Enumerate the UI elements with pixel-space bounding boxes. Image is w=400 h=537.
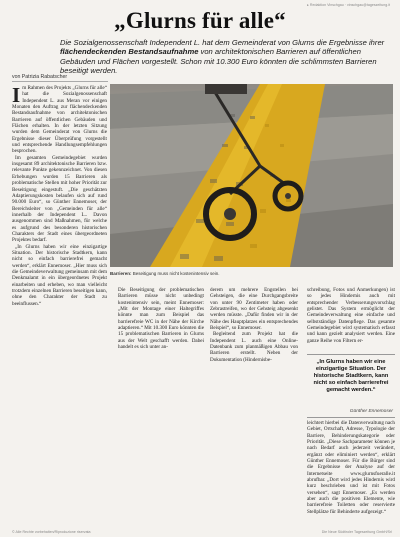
article-photo: [110, 84, 393, 267]
article-column-2: [118, 287, 204, 369]
article-column-4-lower: [307, 420, 395, 520]
lead-text-part2: von architektonischen Barrieren auf öffentlichen Gebäuden und Flächen vorgestellt. Schon mit 10.300 Euro könnten die schlimmsten Barrieren beseitigt werden.: [60, 47, 377, 76]
author-byline: von Patrizia Rabatscher: [12, 74, 68, 80]
article-column-1: [12, 85, 107, 451]
caption-text: Beseitigung muss nicht kostenintensiv sein.: [131, 271, 220, 276]
column1-paragraph-2: Im gesamten Gemeindegebiet wurden insgesamt 89 architektonische Barrieren bzw. relevante Punkte gekennzeichnet. Von diesen Erhebungen wurden 15 Barrieren als problematische Stellen mit hoher Priorität zur Beseitigung eingestuft. „Die geschätzten Adaptierungskosten belaufen sich auf rund 90.000 Euro“, so Günther Ennemoser, der Bereichsleiter von „Gemeinden für alle“ innerhalb der Independent L.. Davon ausgenommen sind Maßnahmen, für welche es aufgrund des besonderen historischen Charakters der Stadt eines übergeordneten Projektes bedarf.: [12, 154, 107, 244]
stroller-on-tactile-paving-image: [110, 84, 393, 267]
headline: „Glurns für alle“: [114, 8, 286, 33]
lead-text-bold: flächendeckenden Bestandsaufnahme: [60, 47, 199, 57]
article-column-4-upper: [307, 287, 395, 351]
source-line: ▸ Redaktion Vinschgau · vinschgau@tageszeitung.it: [307, 3, 390, 7]
drop-cap: I: [12, 85, 21, 107]
column3-paragraph-1: derem um mehrere Engstellen bei Gehsteigen, die eine Durchgangsbreite von unter 90 Zentimeter haben oder Zebrastreifen, wo der Gehsteig abgesenkt werden müsste. „Dafür finden wir in der Nähe des Hauptplatzes ein entsprechendes Beispiel“, so Ennemoser.: [210, 287, 298, 332]
photo-caption: [110, 271, 230, 276]
byline-divider: [12, 81, 108, 82]
pull-quote-text: „In Glurns haben wir eine einzigartige Situation. Der historische Stadtkern, kann nicht so einfach barrierefrei gemacht werden.“: [313, 359, 389, 394]
column2-paragraph-1: Die Beseitigung der problematischen Barrieren müsse nicht unbedingt kostenintensiv sein, meint Ennemoser: „Mit der Montage einer Haltegriffes könnte man zum Beispiel das barrierefreie WC in der Nähe der Kirche adaptieren.“ Mit 10.300 Euro könnten die 15 problematischen Barrieren in Glurns aus der Welt geschafft werden. Dabei handelt es sich unter an-: [118, 287, 204, 351]
lead-text-part1: Die Sozialgenossenschaft Independent L. hat dem Gemeinderat von Glurns die Ergebnisse ihrer: [60, 38, 385, 47]
column1-paragraph-1: [12, 85, 107, 155]
page-footer: [12, 530, 392, 534]
column3-paragraph-2: Begleitend zum Projekt hat die Independent L. auch eine Online-Datenbank zum planmäßigen Abbau von Barrieren erstellt. Neben der Dokumentation (Hindernisbe-: [210, 331, 298, 363]
lead-paragraph: [60, 38, 394, 76]
column1-p1-text: m Rahmen des Projekts „Glurns für alle“ hat die Sozialgenossenschaft Independent L. aus Meran vor einigen Monaten den Auftrag zur flächendeckenden Bestandsaufnahme von architektonischen Barrieren auf öffentlichen Gebäuden und Flächen erhalten. In der letzten Sitzung wurden dem Gemeinderat von Glurns die Ergebnisse dieser Überprüfung vorgestellt und entsprechende Handlungsempfehlungen besprochen.: [12, 85, 107, 155]
footer-left: © Alle Rechte vorbehalten/Riproduzione riservata: [12, 530, 91, 534]
pull-quote-attribution: Günther Ennemoser: [349, 409, 393, 414]
footer-right: Die Neue Südtiroler Tageszeitung GmbH/Srl: [321, 530, 392, 534]
article-column-3: [210, 287, 298, 369]
column4-paragraph-2: leichtert hierbei die Datenverwaltung nach Gebiet, Ortschaft, Adresse, Typologie der Barriere, Behinderungskategorie oder Priorität. „Diese Sachparameter können je nach Bedarf auch jederzeit verändert, ergänzt oder eliminiert werden“, erklärt Günther Ennemoser. Für die Bürger sind die Ergebnisse der Analyse auf der Internetseite www.glurnsfueralle.it abrufbar. „Dort wird jedes Hindernis wird kurz beschrieben und ist mit Fotos versehen“, sagt Ennemoser. „Es werden aber auch die positiven Elemente, wie barrierefreie Toiletten oder reservierte Stellplätze für Behinderte aufgezeigt.“: [307, 420, 395, 515]
column1-paragraph-3: „In Glurns haben wir eine einzigartige Situation. Der historische Stadtkern, kann nicht so einfach barrierefrei gemacht werden“, erklärt Ennemoser. „Hier muss sich die Gemeindeverwaltung gemeinsam mit dem Denkmalamt in ein übergeordnetes Projekt einarbeiten und erheben, wo man vielleicht trotzdem einzelnen Barrieren beseitigen kann, ohne den Charakter der Stadt zu beeinflussen.“: [12, 243, 107, 307]
pull-quote: [307, 354, 395, 418]
caption-label: Barrieren:: [110, 271, 132, 276]
column4-paragraph-1: schreibung, Fotos und Anmerkungen) ist so jedes Hindernis auch mit entsprechender Verbesserungsvorschlag gelistet. Das System ermöglicht der Gemeindeverwaltung eine einfache und selbstständige Datenpflege. Das gesamte Gemeindegebiet wird systematisch erfasst und kann gezielt analysiert werden. Eine ganze Reihe von Filtern er-: [307, 287, 395, 344]
